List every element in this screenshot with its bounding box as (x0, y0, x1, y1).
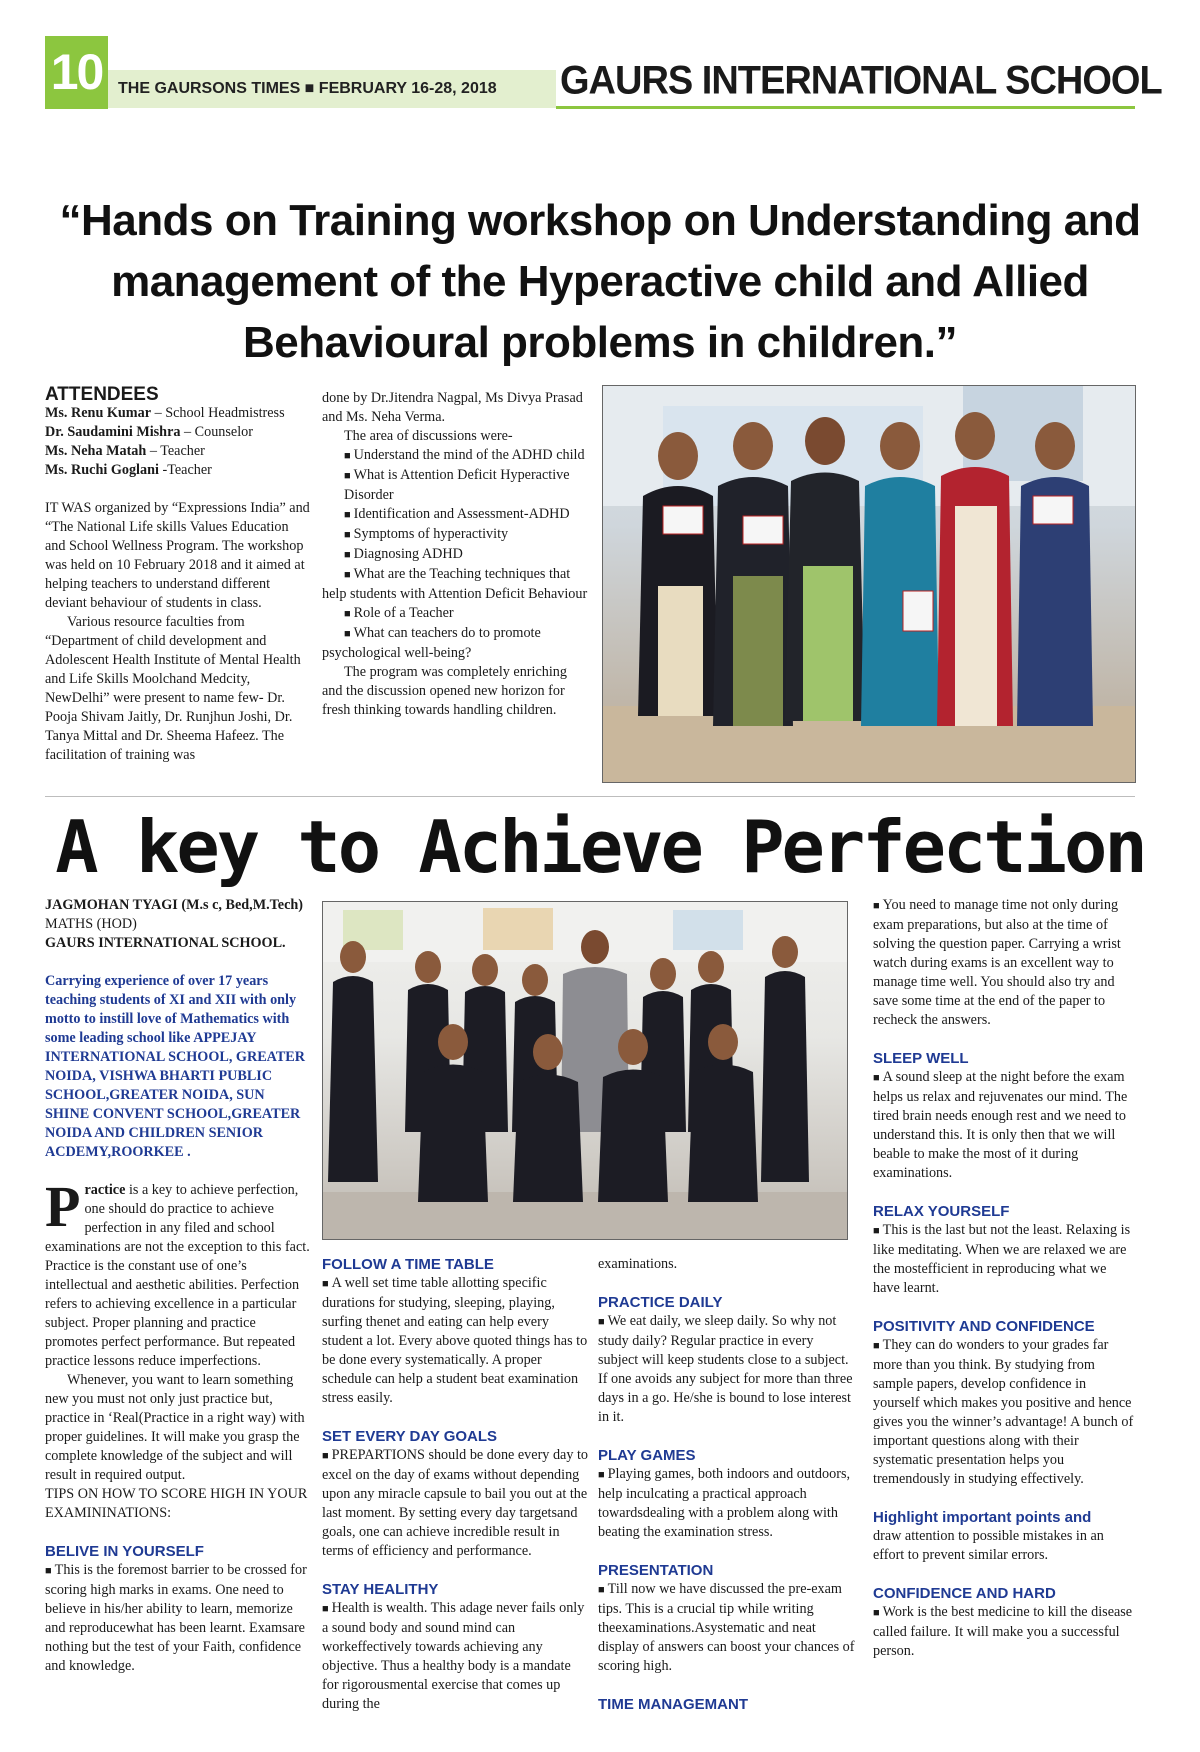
section-title: CONFIDENCE AND HARD (873, 1585, 1056, 1602)
list-item: ■ Symptoms of hyperactivity (322, 525, 588, 545)
section-title: PRESENTATION (598, 1562, 714, 1579)
author-name: JAGMOHAN TYAGI (M.s c, Bed,M.Tech) (45, 897, 303, 913)
list-item: ■ Diagnosing ADHD (322, 545, 588, 565)
tips-heading: TIPS ON HOW TO SCORE HIGH IN YOUR EXAMININATIONS: (45, 1486, 308, 1521)
author-bio: Carrying experience of over 17 years teaching students of XI and XII with only motto to instill love of Mathematics with some leading school like APPEJAY INTERNATIONAL SCHOOL, GREATER NOIDA, VISHWA BHARTI PUBLIC SCHOOL,GREATER NOIDA, SUN SHINE CONVENT SCHOOL,GREATER NOIDA AND CHILDREN SENIOR ACDEMY,ROORKEE . (45, 973, 306, 1160)
article2-headline: A key to Achieve Perfection (55, 805, 1145, 889)
section-text: ■ We eat daily, we sleep daily. So why not study daily? Regular practice in every subject will keep students close to a subject. If one avoids any subject for more than three days in a go. He/she is bound to lose interest in it. (598, 1312, 856, 1427)
article2-column-1 (45, 896, 310, 1676)
section-text: draw attention to possible mistakes in an effort to prevent similar errors. (873, 1528, 1104, 1563)
article1-headline: “Hands on Training workshop on Understanding and management of the Hyperactive child and Allied Behavioural problems in children.” (59, 196, 1141, 367)
list-item: ■ What is Attention Deficit Hyperactive Disorder (322, 466, 588, 505)
attendees-heading: ATTENDEES (45, 384, 159, 405)
section-text: ■ You need to manage time not only during exam preparations, but also at the time of solving the question paper. Carrying a wrist watch during exams is an excellent way to manage time well. You should also try and save some time at the end of the paper to recheck the answers. (873, 896, 1135, 1030)
article2-column-3 (598, 1255, 856, 1714)
section-title: POSITIVITY AND CONFIDENCE (873, 1318, 1095, 1335)
section-title: SLEEP WELL (873, 1050, 969, 1067)
article1-paragraph-1: IT WAS organized by “Expressions India” and “The National Life skills Values Education and School Wellness Program. The workshop was held on 10 February 2018 and it aimed at helping teachers to understand different deviant behaviour of students in class. (45, 500, 310, 611)
list-item: ■ What are the Teaching techniques that help students with Attention Deficit Behaviour (322, 565, 588, 604)
section-text: ■ A sound sleep at the night before the exam helps us relax and rejuvenates our mind. The tired brain needs enough rest and we need to understand this. It is only then that we will beable to make the most of it during examinations. (873, 1068, 1135, 1183)
attendee-2: Dr. Saudamini Mishra – Counselor (45, 424, 253, 440)
author-role: MATHS (HOD) (45, 916, 137, 932)
attendee-1: Ms. Renu Kumar – School Headmistress (45, 405, 285, 421)
article2-paragraph-2: Whenever, you want to learn something new you must not only just practice but, practice in ‘Real(Practice in a right way) with proper guidelines. It will make you grasp the complete knowledge of the subject and will result in required output. (45, 1372, 305, 1483)
workshop-photo (602, 385, 1136, 783)
article1-column-2 (322, 389, 588, 720)
drop-cap: P (45, 1174, 81, 1239)
section-text: ■ Till now we have discussed the pre-exam tips. This is a crucial tip while writing theexaminations.Asystematic and neat display of answers can boost your chances of scoring high. (598, 1580, 856, 1676)
page-number: 10 (45, 36, 108, 109)
school-name: GAURS INTERNATIONAL SCHOOL (560, 58, 1162, 104)
section-title: STAY HEALITHY (322, 1581, 439, 1598)
students-group-illustration (323, 902, 847, 1239)
section-title: Highlight important points and (873, 1509, 1092, 1526)
section-title: BELIVE IN YOURSELF (45, 1543, 204, 1560)
article1-paragraph-3: done by Dr.Jitendra Nagpal, Ms Divya Prasad and Ms. Neha Verma. (322, 390, 583, 425)
list-item: ■ Identification and Assessment-ADHD (322, 505, 588, 525)
section-text: ■ Work is the best medicine to kill the disease called failure. It will make you a successful person. (873, 1603, 1135, 1661)
article1-paragraph-4: The area of discussions were- (344, 428, 513, 444)
list-item: ■ Understand the mind of the ADHD child (322, 446, 588, 466)
article1-column-1 (45, 385, 310, 765)
section-text: ■ A well set time table allotting specific durations for studying, sleeping, playing, surfing thenet and eating can help every student a lot. Every above quoted things has to be done every systematically. A proper schedule can help a student beat examination stress easily. (322, 1274, 588, 1408)
section-text: ■ This is the foremost barrier to be crossed for scoring high marks in exams. One need to believe in his/her ability to learn, memorize and reproducewhat has been learnt. Examsare nothing but the test of your Faith, confidence and knowledge. (45, 1561, 310, 1676)
list-item: ■ What can teachers do to promote psychological well-being? (322, 624, 588, 663)
section-title: SET EVERY DAY GOALS (322, 1428, 498, 1445)
intro-paragraph: Practice is a key to achieve perfection, one should do practice to achieve perfection in any filed and school examinations are not the exception to this fact. Practice is the constant use of one’s intellectual and aesthetic abilities. Perfection refers to achieving excellence in a particular subject. Proper planning and practice promotes perfect performance. But repeated practice lessons reduce imperfections. (45, 1174, 310, 1369)
newspaper-title: THE GAURSONS TIMES ■ FEBRUARY 16-28, 2018 (118, 80, 497, 97)
attendee-3: Ms. Neha Matah – Teacher (45, 443, 205, 459)
article1-paragraph-2: Various resource faculties from “Department of child development and Adolescent Health Institute of Mental Health and Life Skills Moolchand Medcity, NewDelhi” were present to name few- Dr. Pooja Shivam Jaitly, Dr. Runjhun Joshi, Dr. Tanya Mittal and Dr. Sheema Hafeez. The facilitation of training was (45, 614, 301, 763)
students-photo (322, 901, 848, 1240)
section-text: ■ PREPARTIONS should be done every day to excel on the day of exams without depending upon any miracle capsule to bail you out at the last moment. By setting every day targetsand goals, one can achieve incredible result in terms of efficiency and performance. (322, 1446, 588, 1561)
section-title: RELAX YOURSELF (873, 1203, 1010, 1220)
section-text: ■ Health is wealth. This adage never fails only a sound body and sound mind can workeffectively towards achieving any objective. Thus a healthy body is a mandate for rigorousmental exercise that comes up during the (322, 1599, 588, 1714)
article1-paragraph-5: The program was completely enriching and the discussion opened new horizon for fresh thinking towards handling children. (322, 664, 567, 718)
section-text: ■ This is the last but not the least. Relaxing is like meditating. When we are relaxed we are the mostefficient in reproducing what we have learnt. (873, 1221, 1135, 1298)
section-title: PRACTICE DAILY (598, 1294, 723, 1311)
section-divider (45, 796, 1135, 797)
attendee-4: Ms. Ruchi Goglani -Teacher (45, 462, 212, 478)
section-title: FOLLOW A TIME TABLE (322, 1256, 494, 1273)
article2-column-2 (322, 1255, 588, 1714)
section-title: PLAY GAMES (598, 1447, 696, 1464)
section-text: ■ They can do wonders to your grades far more than you think. By studying from sample papers, develop confidence in yourself which makes you positive and hence gives you the winner’s advantage! A bunch of important questions along with their systematic presentation helps you tremendously in studying effectively. (873, 1336, 1135, 1489)
teachers-group-illustration (603, 386, 1135, 782)
article2-column-4 (873, 896, 1135, 1661)
masthead-rule (556, 106, 1135, 109)
list-item: ■ Role of a Teacher (322, 604, 588, 624)
section-title: TIME MANAGEMANT (598, 1696, 748, 1713)
section-text: ■ Playing games, both indoors and outdoors, help inculcating a practical approach towardsdealing with a problem along with beating the examination stress. (598, 1465, 856, 1542)
section-text-continued: examinations. (598, 1256, 678, 1272)
author-school: GAURS INTERNATIONAL SCHOOL. (45, 935, 286, 951)
